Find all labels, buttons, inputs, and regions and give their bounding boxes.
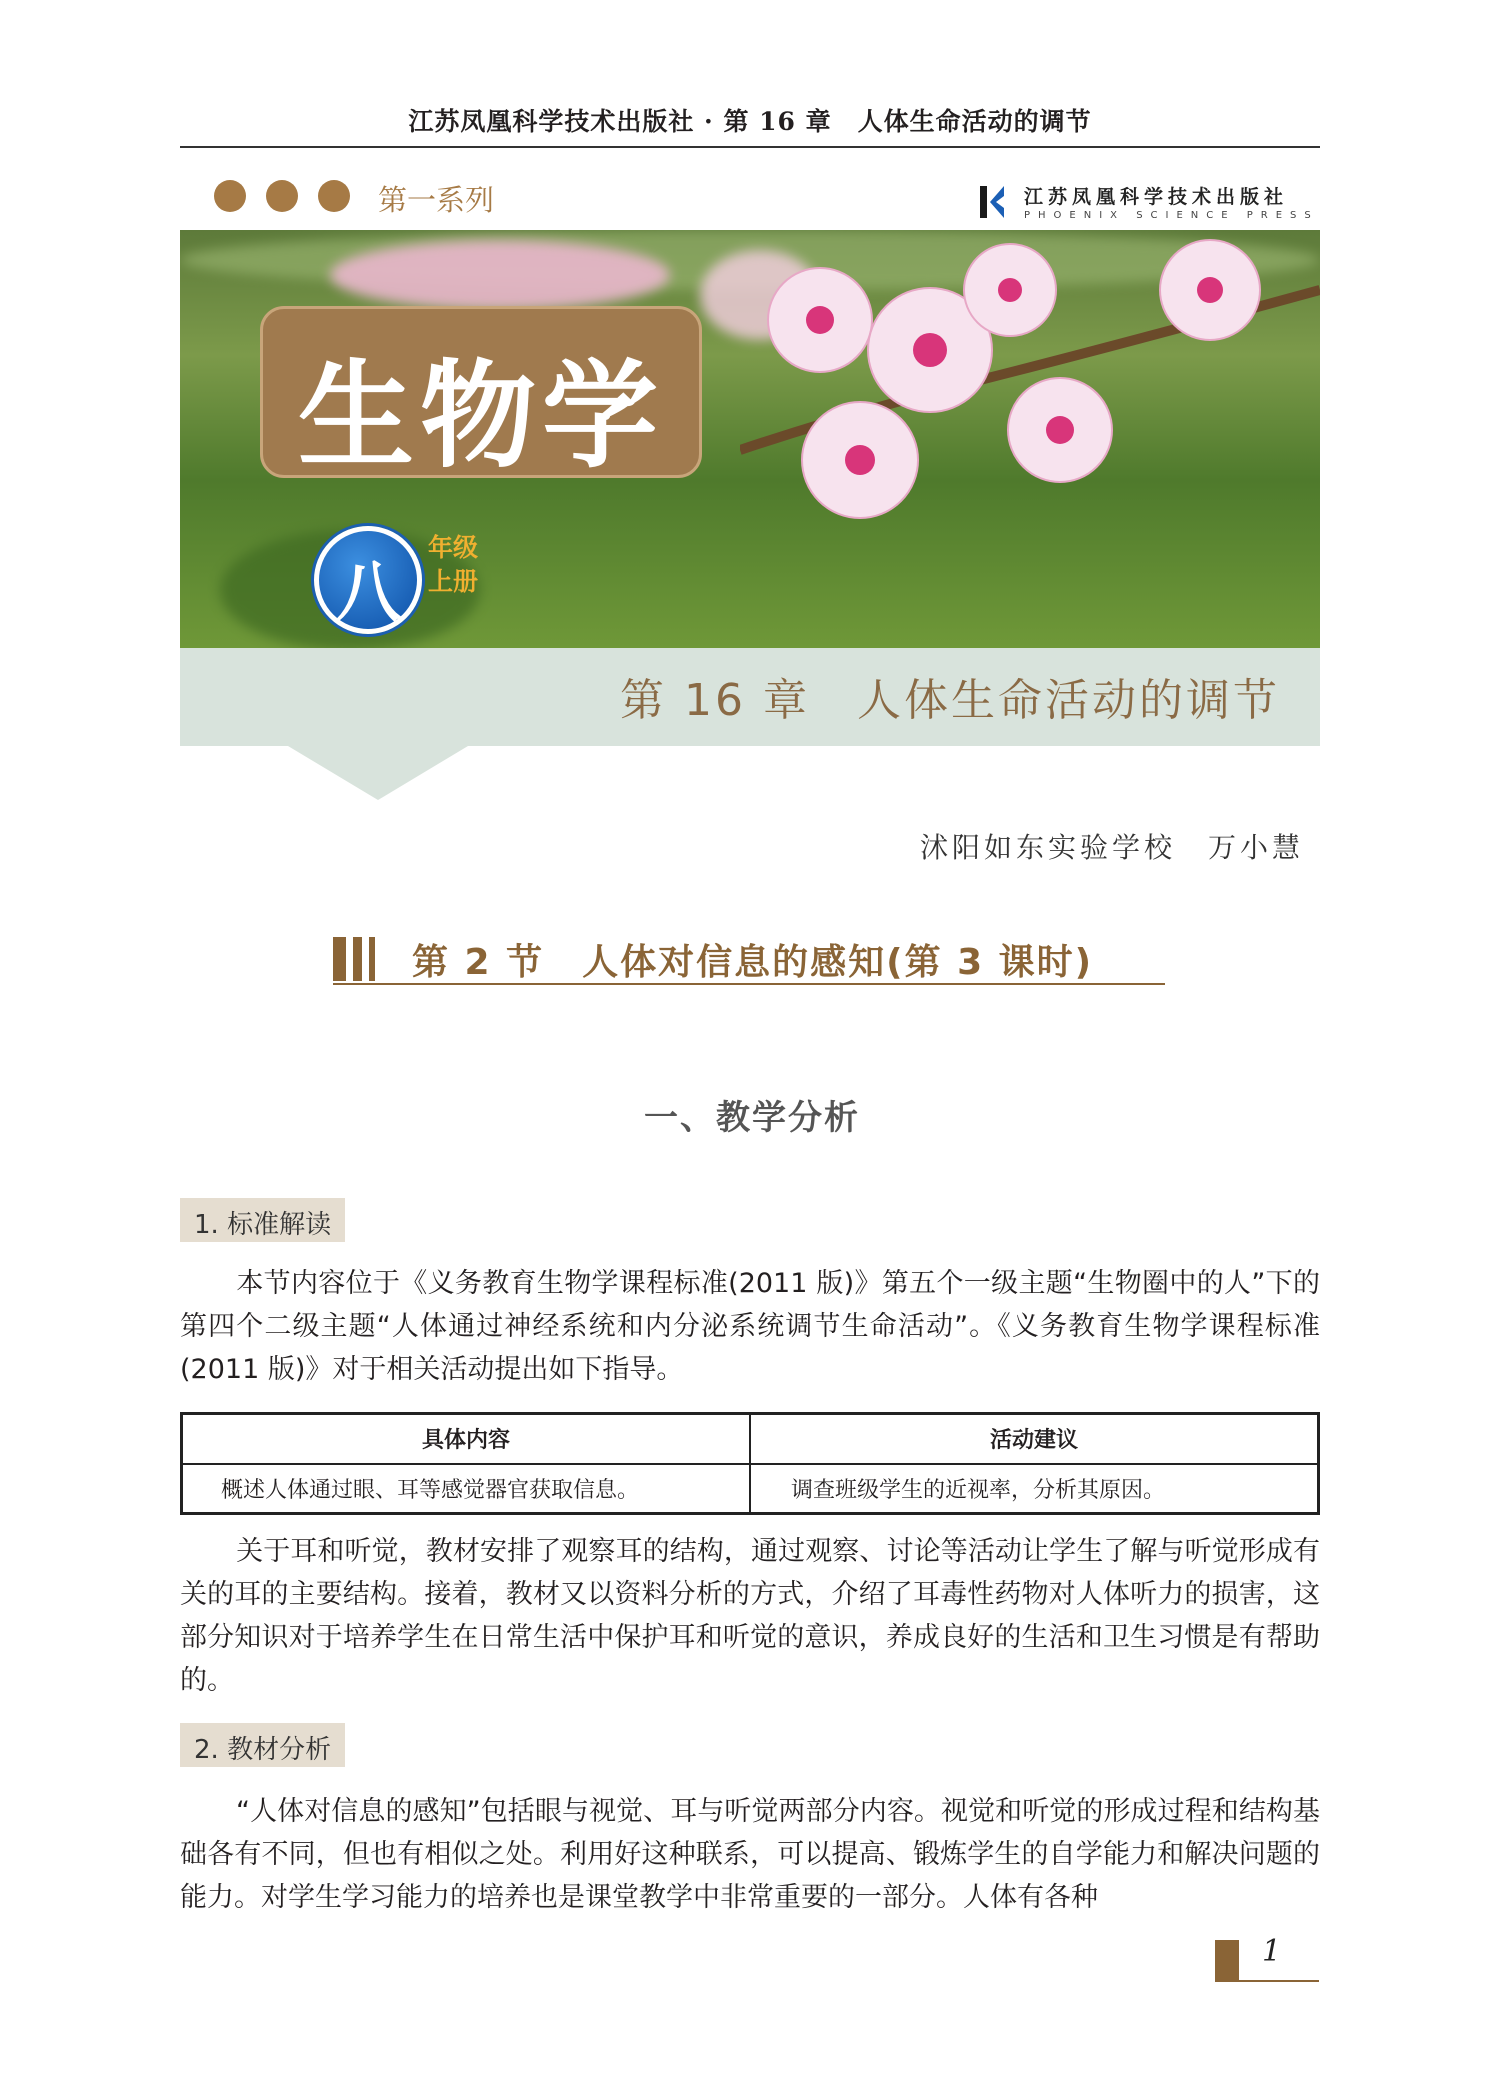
grade-badge (314, 526, 422, 634)
paragraph-hearing: 关于耳和听觉，教材安排了观察耳的结构，通过观察、讨论等活动让学生了解与听觉形成有关的耳的主要结构。接着，教材又以资料分析的方式，介绍了耳毒性药物对人体听力的损害，这部分知识对于培养学生在日常生活中保护耳和听觉的意识，养成良好的生活和卫生习惯是有帮助的。 (180, 1536, 1320, 1696)
table-header: 具体内容 (182, 1414, 751, 1464)
table-row (182, 1464, 1319, 1514)
series-label: 第一系列 (378, 183, 495, 217)
footer-rule (1215, 1980, 1319, 1982)
subsection-heading-textbook: 2. 教材分析 (180, 1723, 345, 1767)
table-header-row (182, 1414, 1319, 1464)
section-underline (333, 983, 1165, 985)
table-header: 活动建议 (750, 1414, 1319, 1464)
publisher-name-en: PHOENIX SCIENCE PRESS (1024, 210, 1319, 221)
book-title-box (260, 306, 702, 484)
table-cell: 调查班级学生的近视率，分析其原因。 (750, 1464, 1319, 1514)
grade-char: 八 (335, 554, 401, 631)
subsection-heading-standard: 1. 标准解读 (180, 1198, 345, 1242)
grade-year-label: 年级 (428, 533, 479, 562)
grade-volume-label: 上册 (428, 567, 479, 596)
table-cell: 概述人体通过眼、耳等感觉器官获取信息。 (182, 1464, 751, 1514)
chapter-title: 第 16 章 人体生命活动的调节 (620, 675, 1280, 726)
page-number: 1 (1262, 1934, 1282, 1969)
running-header: 江苏凤凰科学技术出版社 · 第 16 章 人体生命活动的调节 (408, 107, 1092, 136)
section-title: 第 2 节 人体对信息的感知(第 3 课时) (412, 942, 1094, 983)
paragraph-textbook: “人体对信息的感知”包括眼与视觉、耳与听觉两部分内容。视觉和听觉的形成过程和结构基础各有不同，但也有相似之处。利用好这种联系，可以提高、锻炼学生的自学能力和解决问题的能力。对学生学习能力的培养也是课堂教学中非常重要的一部分。人体有各种 (180, 1796, 1320, 1913)
cover-banner (180, 230, 1320, 648)
header-rule (180, 146, 1320, 148)
paragraph-standard: 本节内容位于《义务教育生物学课程标准(2011 版)》第五个一级主题“生物圈中的人”下的第四个二级主题“人体通过神经系统和内分泌系统调节生命活动”。《义务教育生物学课程标准(2011 版)》对于相关活动提出如下指导。 (180, 1268, 1320, 1385)
publisher-logo-icon (978, 182, 1008, 222)
chapter-band-arrow (288, 746, 468, 800)
blossom-illustration (740, 230, 1320, 560)
series-dots (214, 180, 350, 212)
publisher-name: 江苏凤凰科学技术出版社 (1024, 186, 1289, 208)
part-heading: 一、教学分析 (644, 1098, 860, 1138)
author-line: 沭阳如东实验学校 万小慧 (920, 831, 1305, 864)
standard-table (180, 1412, 1320, 1515)
book-title: 生物学 (298, 349, 664, 484)
footer-marker (1215, 1940, 1239, 1980)
section-marker-bars (333, 937, 375, 981)
